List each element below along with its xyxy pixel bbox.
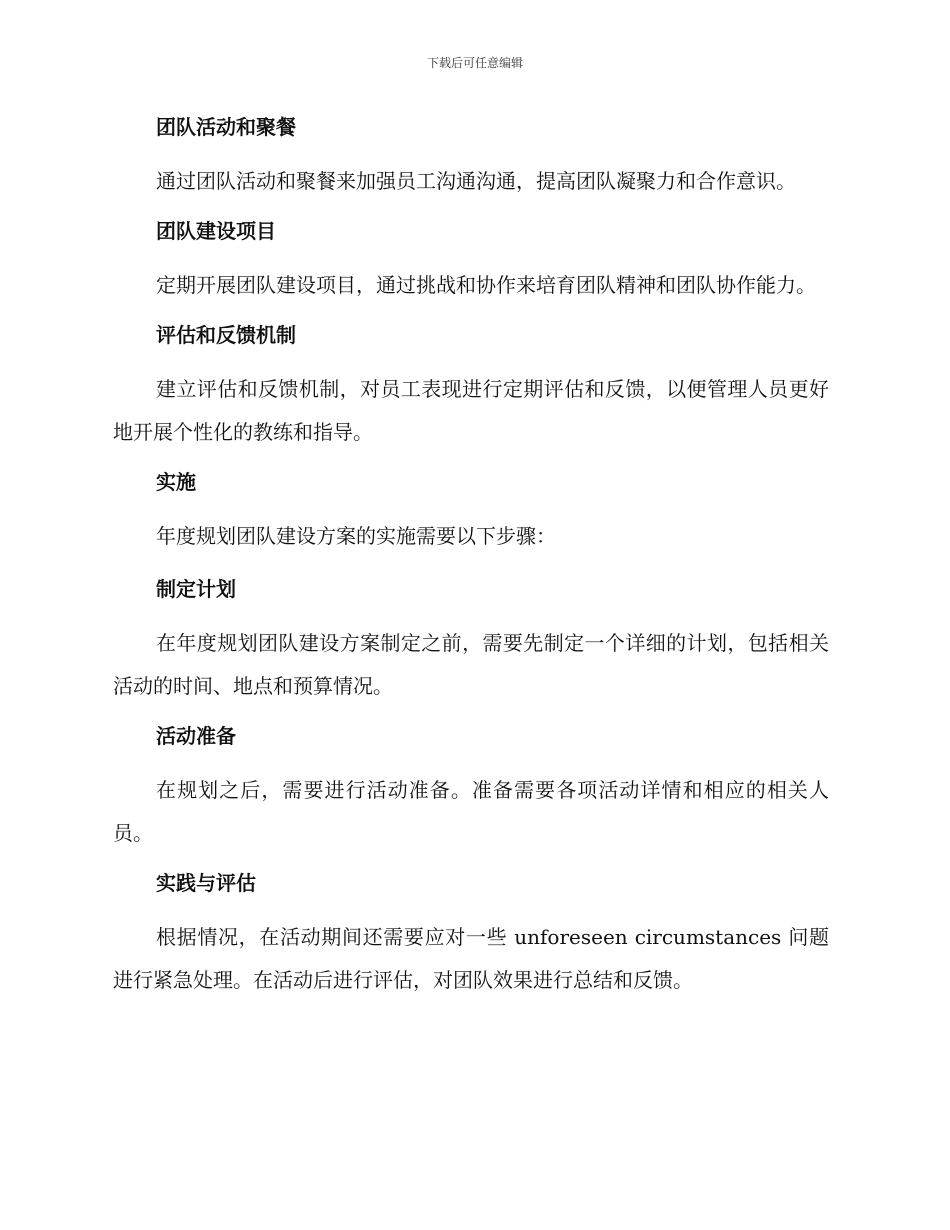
section-paragraph: 在规划之后，需要进行活动准备。准备需要各项活动详情和相应的相关人员。 bbox=[113, 778, 829, 845]
section-paragraph: 在年度规划团队建设方案制定之前，需要先制定一个详细的计划，包括相关活动的时间、地点和预算情况。 bbox=[113, 631, 829, 698]
section-paragraph: 建立评估和反馈机制，对员工表现进行定期评估和反馈，以便管理人员更好地开展个性化的教练和指导。 bbox=[113, 377, 829, 444]
section-paragraph: 根据情况，在活动期间还需要应对一些 unforeseen circumstances 问题进行紧急处理。在活动后进行评估，对团队效果进行总结和反馈。 bbox=[113, 925, 829, 992]
section-heading: 实施 bbox=[156, 470, 196, 494]
section-paragraph: 定期开展团队建设项目，通过挑战和协作来培育团队精神和团队协作能力。 bbox=[156, 273, 816, 297]
document-body bbox=[113, 108, 829, 1011]
section-heading: 评估和反馈机制 bbox=[156, 323, 296, 347]
section-paragraph: 年度规划团队建设方案的实施需要以下步骤： bbox=[156, 524, 556, 548]
section-heading: 团队建设项目 bbox=[156, 219, 276, 243]
section-heading: 实践与评估 bbox=[156, 871, 256, 895]
section-heading: 制定计划 bbox=[156, 577, 236, 601]
page-header-note: 下载后可任意编辑 bbox=[426, 56, 523, 70]
section-paragraph: 通过团队活动和聚餐来加强员工沟通沟通，提高团队凝聚力和合作意识。 bbox=[156, 169, 796, 193]
section-heading: 活动准备 bbox=[156, 724, 236, 748]
section-heading: 团队活动和聚餐 bbox=[156, 115, 296, 139]
